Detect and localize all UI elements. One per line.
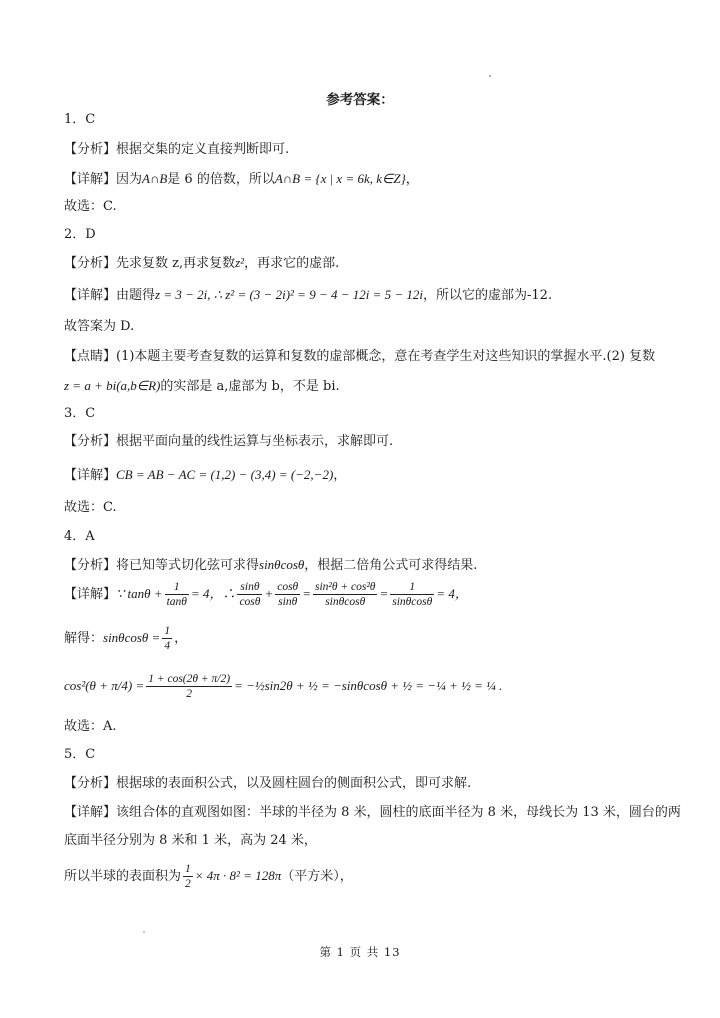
q2-comment-post: 的实部是 a,虚部为 b，不是 bi. [160, 379, 340, 394]
q4-frac4-den: sinθcosθ [325, 596, 366, 608]
q4-detail-b: = 4，∴ [190, 586, 236, 601]
q4-frac2-num: sinθ [237, 580, 262, 595]
q4-analysis-pre: 【分析】将已知等式切化弦可求得 [64, 558, 260, 573]
q2-detail-math: z = 3 − 2i, ∴ z² = (3 − 2i)² = 9 − 4 − 12i = 5 − 12i [155, 287, 424, 302]
q4-frac3-num: cosθ [277, 581, 299, 593]
q4-cos-frac-den: 2 [186, 688, 193, 700]
q4-frac1-den: tanθ [166, 596, 187, 608]
q3-number: 3．C [64, 406, 96, 421]
q4-analysis [64, 556, 477, 575]
scan-speck-2 [143, 931, 145, 933]
q4-cos-frac-num: 1 + cos(2θ + π/2) [148, 673, 231, 685]
q5-frac-num: 1 [185, 863, 191, 875]
q1-detail [64, 170, 419, 189]
q4-detail-plus: + [264, 586, 274, 601]
q1-detail-math1: A∩B [142, 171, 168, 186]
q4-cos-lhs: cos²(θ + π/4) = [64, 678, 145, 693]
q4-detail-end: = 4， [436, 586, 468, 601]
page-title: 参考答案： [326, 92, 394, 108]
q2-analysis-math: z² [235, 255, 245, 270]
q1-detail-mid: 是 6 的倍数，所以 [167, 172, 275, 187]
q2-analysis [64, 254, 339, 273]
q5-detail-line3 [64, 862, 353, 891]
q2-detail-pre: 【详解】由题得 [64, 288, 156, 303]
q4-solve-frac [162, 624, 172, 653]
q3-answer: 故选：C. [64, 500, 117, 515]
q1-answer: 故选：C. [64, 199, 117, 214]
q2-comment-line2 [64, 377, 340, 396]
q5-frac-den: 2 [185, 878, 191, 890]
q4-detail-eq1: = [302, 586, 311, 601]
q2-analysis-pre: 【分析】先求复数 z,再求复数 [64, 256, 236, 271]
q5-detail-line1: 【详解】该组合体的直观图如图：半球的半径为 8 米，圆柱的底面半径为 8 米，母线长为 13 米，圆台的两 [64, 805, 681, 820]
q4-frac5-num: 1 [390, 580, 434, 595]
q4-answer: 故选：A. [64, 719, 117, 734]
q4-cos-derivation [64, 672, 502, 701]
q5-number: 5．C [64, 747, 96, 762]
q2-comment-math: z = a + bi(a,b∈R) [64, 378, 161, 393]
q4-frac2-den: cosθ [239, 596, 261, 608]
q4-detail-a: ∵ tanθ + [116, 586, 163, 601]
q4-cos-frac [146, 672, 232, 701]
q4-frac-1-over-tan [165, 580, 189, 609]
q5-analysis: 【分析】根据球的表面积公式，以及圆柱圆台的侧面积公式，即可求解. [64, 776, 472, 791]
q3-detail [64, 466, 346, 485]
q5-detail-line2: 底面半径分别为 8 米和 1 米，高为 24 米， [64, 833, 317, 848]
scan-speck [489, 75, 491, 77]
q4-frac5-den: sinθcosθ [392, 596, 433, 608]
q4-solve-pre: 解得： [64, 631, 104, 646]
q2-number: 2．D [64, 227, 96, 242]
q4-frac1-num: 1 [165, 580, 189, 595]
q2-detail-post: ，所以它的虚部为-12. [423, 288, 553, 303]
q2-analysis-post: ，再求它的虚部. [244, 256, 340, 271]
q4-detail-eq2: = [379, 586, 389, 601]
q4-solve [64, 624, 187, 653]
q1-detail-math2: A∩B = {x | x = 6k, k∈Z} [274, 171, 406, 186]
q4-number: 4．A [64, 529, 95, 544]
q2-answer: 故答案为 D. [64, 319, 135, 334]
q5-detail3-math: × 4π · 8² = 128π [194, 868, 282, 883]
q4-frac-sum-squares [313, 580, 377, 609]
q4-analysis-post: ，根据二倍角公式可求得结果. [304, 558, 478, 573]
q4-solve-frac-num: 1 [164, 625, 171, 637]
q3-detail-math: CB = AB − AC = (1,2) − (3,4) = (−2,−2) [116, 467, 334, 482]
q3-analysis: 【分析】根据平面向量的线性运算与坐标表示，求解即可. [64, 434, 394, 449]
q4-frac4-num: sin²θ + cos²θ [314, 581, 376, 593]
q4-analysis-math: sinθcosθ [259, 557, 305, 572]
q3-detail-post: ， [333, 468, 347, 483]
q4-frac-sin-over-cos [237, 580, 262, 609]
q4-cos-rhs: = −½sin2θ + ½ = −sinθcosθ + ½ = −¼ + ½ = ¼ . [234, 678, 503, 693]
q1-analysis: 【分析】根据交集的定义直接判断即可. [64, 142, 290, 157]
q4-solve-math: sinθcosθ = [103, 630, 161, 645]
q4-detail [64, 580, 468, 609]
q5-detail3-pre: 所以半球的表面积为 [64, 869, 182, 884]
q1-detail-pre: 【详解】因为 [64, 172, 143, 187]
page-footer: 第 1 页 共 13 [319, 945, 401, 959]
q5-detail3-post: （平方米）， [281, 869, 353, 884]
q1-detail-post: ， [405, 172, 419, 187]
q4-solve-frac-den: 4 [164, 640, 171, 652]
q4-frac-1-over-sincos [390, 580, 434, 609]
q4-frac3-den: sinθ [278, 596, 298, 608]
q5-half-frac [183, 862, 193, 891]
q3-detail-pre: 【详解】 [64, 468, 117, 483]
q2-detail [64, 286, 552, 305]
q2-comment-line1: 【点睛】(1)本题主要考查复数的运算和复数的虚部概念，意在考查学生对这些知识的掌握水平.(2) 复数 [64, 349, 656, 364]
q4-frac-cos-over-sin [275, 580, 300, 609]
q4-solve-post: ， [174, 631, 188, 646]
q4-detail-pre: 【详解】 [64, 587, 117, 602]
q1-number: 1．C [64, 112, 96, 127]
